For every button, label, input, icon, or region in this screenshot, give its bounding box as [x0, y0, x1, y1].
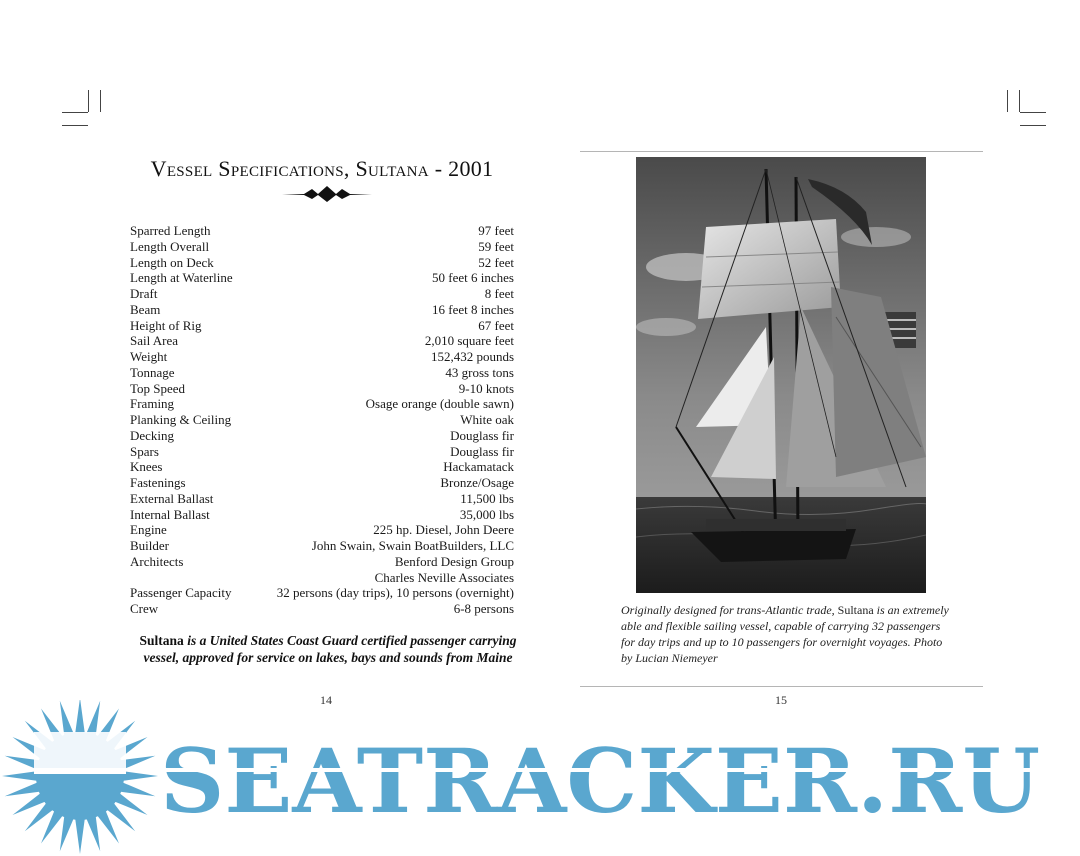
spec-value: 67 feet [478, 317, 514, 333]
certification-note [128, 632, 528, 666]
spec-label: Length Overall [130, 238, 210, 254]
spec-value: 2,010 square feet [424, 333, 514, 349]
ship-photo [636, 157, 926, 593]
spec-value: 9-10 knots [458, 380, 514, 396]
spec-row [130, 412, 514, 428]
spec-row [130, 318, 514, 334]
spec-label: External Ballast [130, 490, 214, 506]
vessel-name: Sultana [837, 603, 874, 617]
spec-label: Decking [130, 427, 175, 443]
sun-burst-icon [2, 700, 158, 854]
spec-row [130, 223, 514, 239]
spec-row [130, 507, 514, 523]
spec-value: 50 feet 6 inches [432, 270, 514, 286]
spec-row [130, 381, 514, 397]
spec-value: 52 feet [478, 254, 514, 270]
spec-value: Osage orange (double sawn) [365, 396, 514, 412]
watermark-banner [0, 700, 1080, 856]
page-title: Vessel Specifications, Sultana - 2001 [150, 156, 494, 181]
spec-row [130, 255, 514, 271]
crop-mark [88, 90, 89, 112]
vessel-name: Sultana [139, 633, 184, 648]
spec-label: Sparred Length [130, 223, 211, 238]
spec-row [130, 538, 514, 554]
caption-text: is an extremely able and flexible sailing vessel, capable of carrying 32 passengers for day trips and up to 10 passengers for overnight voyages. Photo by Lucian Niemeyer [621, 603, 949, 665]
spec-row [130, 396, 514, 412]
ornament-divider-icon [282, 184, 372, 204]
spec-label: Draft [130, 286, 158, 301]
spec-label: Internal Ballast [130, 506, 210, 522]
crop-mark [1020, 125, 1046, 126]
spec-row [130, 570, 514, 586]
spec-label: Framing [130, 396, 175, 412]
spec-value: 6-8 persons [453, 601, 514, 616]
spec-label: Beam [130, 301, 161, 317]
note-text: is a United States Coast Guard certified passenger carrying vessel, approved for service on lakes, bays and sounds from Maine [143, 633, 517, 665]
crop-mark [1007, 90, 1008, 112]
spec-label: Architects [130, 553, 184, 569]
spec-row [130, 428, 514, 444]
spec-row [130, 554, 514, 570]
spec-value: 35,000 lbs [459, 506, 514, 522]
spec-row [130, 270, 514, 286]
spec-value: Charles Neville Associates [374, 569, 514, 585]
spec-label: Crew [130, 601, 159, 616]
spec-value: Benford Design Group [394, 553, 514, 569]
spec-label: Passenger Capacity [130, 585, 232, 601]
spec-row [130, 302, 514, 318]
spec-value: Hackamatack [443, 459, 514, 475]
spec-label: Builder [130, 538, 169, 553]
caption-text: Originally designed for trans-Atlantic trade, [621, 603, 838, 617]
spec-value: 43 gross tons [445, 364, 514, 380]
crop-mark [1019, 90, 1020, 112]
spec-value: John Swain, Swain BoatBuilders, LLC [311, 538, 514, 553]
spec-label: Top Speed [130, 380, 186, 396]
spec-table [130, 223, 514, 617]
spec-label: Planking & Ceiling [130, 412, 232, 427]
spec-row [130, 491, 514, 507]
spec-label: Height of Rig [130, 317, 202, 333]
spec-row [130, 585, 514, 601]
spec-label [130, 570, 246, 586]
spec-value: 16 feet 8 inches [432, 301, 514, 317]
spec-label: Length at Waterline [130, 270, 233, 286]
spec-value: Bronze/Osage [440, 475, 514, 490]
page-number-right: 15 [775, 693, 787, 707]
crop-mark [62, 112, 88, 113]
spec-label: Length on Deck [130, 254, 214, 270]
crop-mark [100, 90, 101, 112]
spec-label: Weight [130, 349, 168, 364]
spec-row [130, 239, 514, 255]
spec-row [130, 601, 514, 617]
spec-value: White oak [460, 412, 514, 427]
spec-label: Spars [130, 443, 159, 459]
spec-value: Douglass fir [450, 427, 514, 443]
spec-row [130, 365, 514, 381]
spec-label: Tonnage [130, 364, 175, 380]
page-number-left: 14 [320, 693, 332, 707]
spec-label: Engine [130, 522, 167, 538]
spec-row [130, 475, 514, 491]
spec-value: 32 persons (day trips), 10 persons (overnight) [276, 585, 514, 601]
spec-row [130, 522, 514, 538]
header-rule [580, 151, 983, 152]
spec-value: Douglass fir [450, 443, 514, 459]
spec-label: Knees [130, 459, 163, 475]
spec-value: 11,500 lbs [460, 490, 514, 506]
spec-value: 97 feet [478, 223, 514, 238]
spec-value: 152,432 pounds [430, 349, 514, 364]
footer-rule [580, 686, 983, 687]
spec-label: Sail Area [130, 333, 179, 349]
spec-value: 59 feet [478, 238, 514, 254]
spec-row [130, 286, 514, 302]
crop-mark [62, 125, 88, 126]
crop-mark [1020, 112, 1046, 113]
photo-caption [621, 602, 951, 666]
watermark-text: SEATRACKER.RU [160, 729, 1040, 833]
spec-row [130, 349, 514, 365]
spec-row [130, 459, 514, 475]
spec-row [130, 444, 514, 460]
spec-value: 8 feet [484, 286, 514, 301]
spec-value: 225 hp. Diesel, John Deere [373, 522, 514, 538]
spec-label: Fastenings [130, 475, 186, 490]
spec-row [130, 333, 514, 349]
